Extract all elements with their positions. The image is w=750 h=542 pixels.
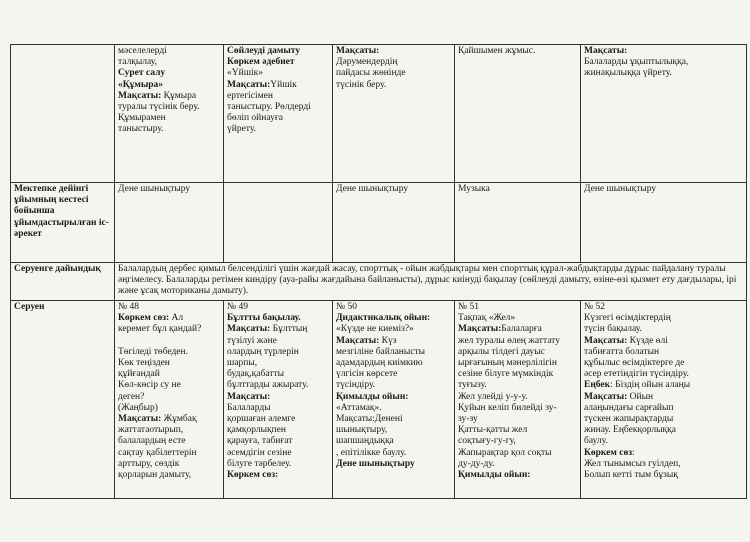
cell-paragraph [336,336,451,392]
paragraph-text: Күзгегі өсімдіктердің түсін бақылау. [584,313,671,335]
paragraph-text: Күз мезгіліне байланысты адамдардың киімкию үлгісін көрсете түсіндіру. [336,335,425,391]
paragraph-text: Бұлттың түзілуі және олардың түрлерін шарпы, будақ,қабатты бұлттарды ажырату. [227,324,309,391]
paragraph-text: мәселелерді талқылау, [118,46,167,68]
cell-paragraph [584,380,743,391]
table-row [11,301,747,499]
bold-lead: Қимылды ойын: [336,391,409,402]
paragraph-text: : Біздің ойын алаңы [610,380,691,391]
cell-paragraph [584,336,743,381]
cell-r4-c3 [333,301,455,499]
cell-r3-merged: Балалардың дербес қимыл белсенділігі үшін жағдай жасау, спорттық - ойын жабдықтары мен спорттық құрал-жабдықтарды дұрыс пайдалану туралы әңгімелесу. Балаларды ретімен киндіру (ауа-райы жағдайына байланысты), дұрыс киінуді бақылау (сөйлеуді дамыту, өзіне-өзі қызмет ету дағдылары, ірі және ұсақ моториканы дамыту). [115,263,747,301]
cell-paragraph [336,459,451,470]
paragraph-text: : Жел тынымсыз гуілдеп, Болып кетті тым бұзық [584,447,681,481]
paragraph-text: Балаларды ұқыптылыққа, жинақылыққа үйрету. [584,57,689,79]
cell-paragraph [336,313,451,335]
cell-paragraph [118,91,220,136]
paragraph-text: Үйшік ертегісімен таныстыру. Рөлдерді бөліп ойнауға үйрету. [227,79,311,135]
paragraph-text: Балаларды қоршаған әлемге қамқорлықпен қарауға, табиғат әсемдігін сезіне білуге тәрбелеу. [227,402,296,469]
paragraph-text: № 51 Тақпақ «Жел» [458,302,516,324]
bold-lead: Еңбек [584,380,611,391]
paragraph-text: № 50 [336,302,357,312]
cell-r4-c4 [455,301,581,499]
cell-paragraph [227,46,329,68]
cell-r1-c1 [115,45,224,183]
bold-lead: Дидактикалық ойын: [336,313,431,324]
table-row [11,45,747,183]
bold-lead: Көркем сөз [584,447,633,458]
bold-lead: Мақсаты: [458,324,502,335]
paragraph-text: «Аттамақ». Мақсаты:Денені шынықтыру, шапшаңдыққа , епітілікке баулу. [336,402,407,458]
cell-r1-c2 [224,45,333,183]
bold-lead: Бұлтты бақылау. [227,313,301,324]
cell-paragraph [118,313,220,414]
cell-paragraph [227,302,329,313]
cell-paragraph [584,302,743,313]
cell-paragraph [227,313,329,324]
table-row [11,183,747,263]
bold-lead: Мақсаты: [227,324,271,335]
bold-lead: Сөйлеуді дамыту Көркем әдебиет [227,46,301,68]
cell-paragraph [458,46,577,57]
bold-lead: Көркем сөз: [118,313,170,324]
cell-paragraph [227,80,329,136]
cell-paragraph [227,470,329,481]
bold-lead: Мақсаты: [336,46,380,56]
paragraph-text: Құмыра туралы түсінік беру. Құмырамен таныстыру. [118,90,200,135]
cell-paragraph [118,68,220,90]
cell-r4-c5 [581,301,747,499]
cell-r2-c3: Дене шынықтыру [333,183,455,263]
paragraph-text: № 48 [118,302,139,312]
bold-lead: Мақсаты: [118,414,162,425]
cell-paragraph [584,392,743,448]
cell-r2-c2 [224,183,333,263]
cell-r1-c5 [581,45,747,183]
bold-lead: Сурет салу «Құмыра» [118,68,166,90]
paragraph-text: Қайшымен жұмыс. [458,46,536,56]
cell-r4-c2 [224,301,333,499]
cell-paragraph [458,302,577,324]
cell-paragraph [336,392,451,459]
bold-lead: Қимылды ойын: [458,470,531,481]
row-label-walk: Серуен [11,301,115,499]
cell-paragraph [227,324,329,391]
paragraph-text: Дәрумендердің пайдасы жөнінде түсінік беру. [336,57,406,90]
cell-r1-c3 [333,45,455,183]
bold-lead: Көркем сөз: [227,470,279,481]
bold-lead: Мақсаты: [584,46,628,56]
cell-paragraph [118,46,220,68]
cell-paragraph [227,392,329,470]
cell-paragraph [584,46,743,57]
bold-lead: Мақсаты: [584,391,628,402]
bold-lead: Мақсаты: [118,90,162,101]
cell-paragraph [118,302,220,313]
paragraph-text: № 49 [227,302,248,312]
paragraph-text: Ал керемет бұл қандай? Төгіледі төбеден. Көк теңізден құйғандай Көл-көсір су не деген? (Жаңбыр) [118,313,202,413]
cell-r4-c1 [115,301,224,499]
cell-paragraph [458,470,577,481]
cell-paragraph [336,57,451,91]
table-row [11,263,747,301]
cell-paragraph [584,448,743,482]
cell-r2-c4: Музыка [455,183,581,263]
paragraph-text: Балаларға жел туралы өлең жаттату арқылы тілдегі дауыс ырғағының мәнерлілігін сезіне білуге мүмкіндік туғызу. Жел улейді у-у-у. Қуйын келіп билейді зу- зу-зу Қатты-қатты жел соқтығу-гу-гу, Жапырақтар қол соқты ду-ду-ду. [458,324,560,469]
bold-lead: Мақсаты: [336,335,380,346]
plan-table [10,44,747,499]
cell-paragraph [227,68,329,79]
bold-lead: Мақсаты: [584,335,628,346]
cell-paragraph [118,414,220,481]
cell-r2-c5: Дене шынықтыру [581,183,747,263]
paragraph-text: Күзде өлі табиғатта болатын құбылыс өсімдіктерге де әсер ететіндігін түсіндіру. [584,335,689,380]
row-label-organized-activity: Мектепке дейінгі ұйымның кестесі бойынша ұйымдастырылған іс-әрекет [11,183,115,263]
cell-paragraph [336,46,451,57]
paragraph-text: № 52 [584,302,605,312]
paragraph-text: «Күзде не киеміз?» [336,324,414,335]
paragraph-text: Ойын алаңындағы сарғайып түскен жапырақтарды жинау. Еңбекқорлыққа баулу. [584,391,677,447]
bold-lead: Мақсаты: [227,391,271,402]
cell-paragraph [584,313,743,335]
cell-paragraph [584,57,743,79]
cell-r2-c1: Дене шынықтыру [115,183,224,263]
paragraph-text: «Үйшік» [227,68,264,79]
bold-lead: Мақсаты: [227,79,271,90]
cell-paragraph [336,302,451,313]
row-label-empty [11,45,115,183]
cell-r1-c4 [455,45,581,183]
paragraph-text: Жұмбақ жаттатаотырып, балалардың есте сақтау қабілеттерін арттыру, сөздік қорларын дамыту, [118,414,197,481]
cell-paragraph [458,324,577,470]
bold-lead: Дене шынықтыру [336,458,415,469]
row-label-walk-preparation: Серуенге дайындық [11,263,115,301]
